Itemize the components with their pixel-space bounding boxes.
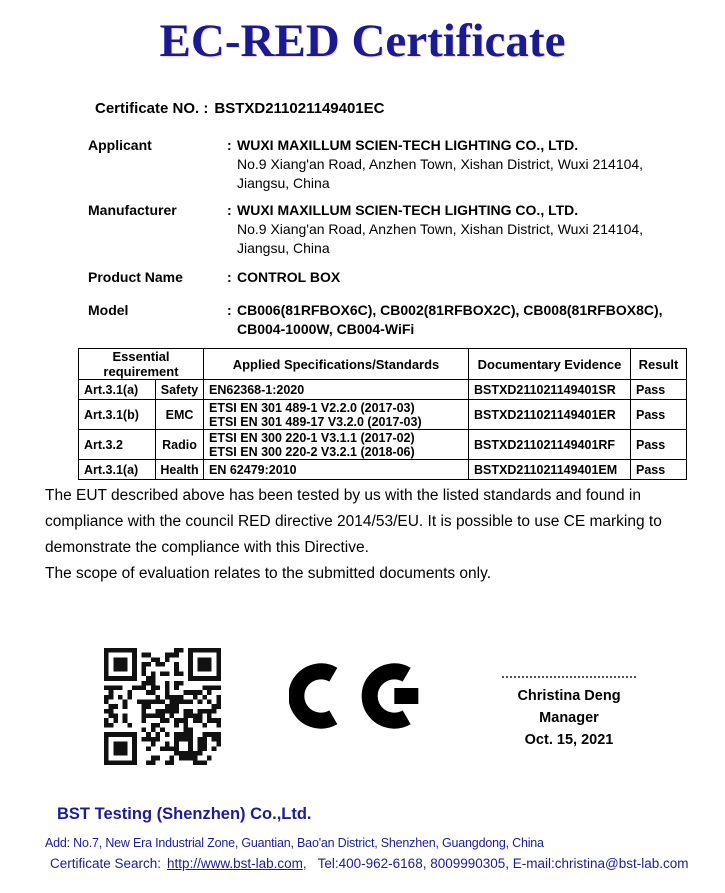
footer-address: Add: No.7, New Era Industrial Zone, Guantian, Bao'an District, Shenzhen, Guangdong, China (45, 836, 544, 850)
cell-category: Health (156, 460, 204, 480)
header-essential-requirement: Essential requirement (79, 349, 204, 380)
field-applicant (88, 136, 643, 193)
cell-standards: ETSI EN 300 220-1 V3.1.1 (2017-02) ETSI EN 300 220-2 V3.2.1 (2018-06) (204, 430, 469, 460)
cell-category: EMC (156, 400, 204, 430)
manufacturer-address-line1: No.9 Xiang'an Road, Anzhen Town, Xishan District, Wuxi 214104, (237, 221, 644, 237)
cell-result: Pass (631, 380, 687, 400)
field-colon: : (227, 302, 232, 318)
cell-standards: EN 62479:2010 (204, 460, 469, 480)
signatory-title: Manager (539, 710, 599, 726)
applicant-value (237, 136, 643, 193)
manufacturer-label: Manufacturer (88, 202, 177, 218)
certificate-number-value: BSTXD211021149401EC (214, 100, 385, 117)
cell-evidence: BSTXD211021149401EM (469, 460, 631, 480)
cell-article: Art.3.2 (79, 430, 156, 460)
product-name-label: Product Name (88, 269, 183, 285)
cell-article: Art.3.1(a) (79, 460, 156, 480)
field-colon: : (227, 269, 232, 285)
cell-result: Pass (631, 460, 687, 480)
statement-paragraph-1: The EUT described above has been tested by us with the listed standards and found in compliance with the council RED directive 2014/53/EU. It is possible to use CE marking to demonstrate the compliance with this Directive. (45, 487, 662, 556)
cell-evidence: BSTXD211021149401SR (469, 380, 631, 400)
model-label: Model (88, 302, 129, 318)
manufacturer-value (237, 201, 643, 258)
cell-result: Pass (631, 430, 687, 460)
model-value (237, 301, 663, 339)
table-row (79, 460, 687, 480)
footer-contact-details: , Tel:400-962-6168, 8009990305, E-mail:christina@bst-lab.com (302, 856, 689, 871)
ce-mark-icon (289, 646, 429, 746)
compliance-statement (45, 483, 695, 587)
page-title: EC-RED Certificate (159, 15, 566, 67)
cell-standards: ETSI EN 301 489-1 V2.2.0 (2017-03) ETSI EN 301 489-17 V3.2.0 (2017-03) (204, 400, 469, 430)
signatory-name: Christina Deng (517, 688, 621, 704)
certificate-search-label: Certificate Search: (50, 856, 162, 871)
manufacturer-name: WUXI MAXILLUM SCIEN-TECH LIGHTING CO., LTD. (237, 202, 579, 218)
applicant-name: WUXI MAXILLUM SCIEN-TECH LIGHTING CO., LTD. (237, 137, 579, 153)
field-colon: : (227, 202, 232, 218)
signature-block (502, 676, 636, 751)
table-row (79, 430, 687, 460)
applicant-address-line1: No.9 Xiang'an Road, Anzhen Town, Xishan District, Wuxi 214104, (237, 156, 644, 172)
table-header-row (79, 349, 687, 380)
applicant-address-line2: Jiangsu, China (237, 175, 330, 191)
statement-paragraph-2: The scope of evaluation relates to the submitted documents only. (45, 565, 492, 582)
cell-article: Art.3.1(a) (79, 380, 156, 400)
qr-code (104, 648, 221, 765)
field-manufacturer (88, 201, 643, 258)
certificate-search-link[interactable]: http://www.bst-lab.com (167, 856, 303, 871)
footer-company-name: BST Testing (Shenzhen) Co.,Ltd. (57, 805, 312, 823)
header-result: Result (631, 349, 687, 380)
signature-dotted-line (502, 676, 636, 678)
cell-evidence: BSTXD211021149401ER (469, 400, 631, 430)
manufacturer-address-line2: Jiangsu, China (237, 240, 330, 256)
certificate-number-label: Certificate NO. : (95, 100, 209, 117)
product-name-value: CONTROL BOX (237, 269, 341, 285)
model-line1: CB006(81RFBOX6C), CB002(81RFBOX2C), CB008(81RFBOX8C), (237, 302, 663, 318)
cell-standards: EN62368-1:2020 (204, 380, 469, 400)
field-model (88, 301, 663, 339)
cell-category: Safety (156, 380, 204, 400)
field-product-name (88, 268, 340, 287)
cell-article: Art.3.1(b) (79, 400, 156, 430)
table-row (79, 380, 687, 400)
applicant-label: Applicant (88, 137, 152, 153)
cell-evidence: BSTXD211021149401RF (469, 430, 631, 460)
header-documentary-evidence: Documentary Evidence (469, 349, 631, 380)
cell-category: Radio (156, 430, 204, 460)
certificate-number (95, 100, 385, 117)
signature-date: Oct. 15, 2021 (524, 732, 614, 748)
header-applied-specifications: Applied Specifications/Standards (204, 349, 469, 380)
field-colon: : (227, 137, 232, 153)
model-line2: CB004-1000W, CB004-WiFi (237, 321, 415, 337)
requirements-table (78, 348, 687, 480)
cell-result: Pass (631, 400, 687, 430)
table-row (79, 400, 687, 430)
footer-contact-line (50, 856, 689, 871)
